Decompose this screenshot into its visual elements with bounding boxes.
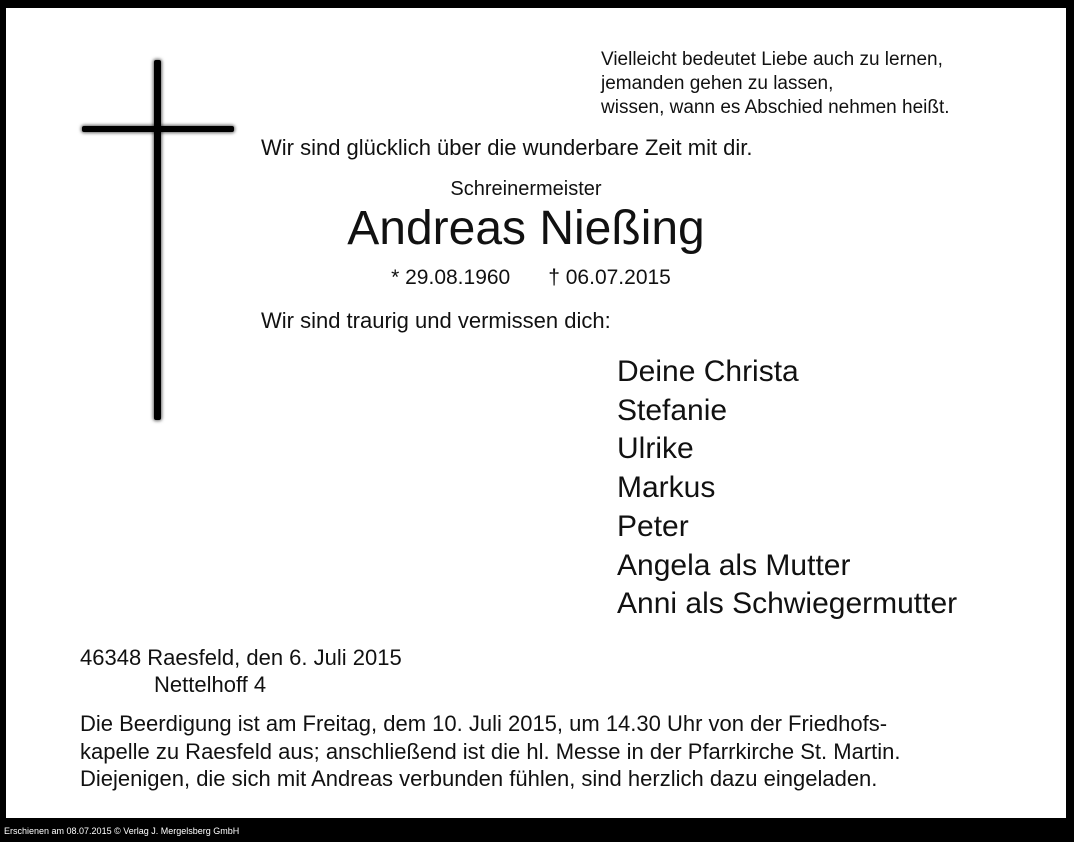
funeral-info: [80, 710, 968, 793]
mourner: Anni als Schwiegermutter: [617, 587, 958, 621]
funeral-line: Diejenigen, die sich mit Andreas verbunden fühlen, sind herzlich dazu eingeladen.: [80, 766, 878, 791]
mourner: Markus: [617, 471, 716, 505]
mourner: Stefanie: [617, 393, 728, 427]
occupation: Schreinermeister: [450, 178, 602, 200]
intro-happy: Wir sind glücklich über die wunderbare Zeit mit dir.: [261, 135, 753, 160]
life-dates: [6, 266, 1056, 290]
address-place-date: 46348 Raesfeld, den 6. Juli 2015: [80, 645, 402, 670]
poem: [601, 48, 950, 120]
obituary-card: [6, 8, 1066, 818]
address-street: Nettelhoff 4: [154, 672, 267, 697]
poem-line: jemanden gehen zu lassen,: [601, 73, 834, 94]
birth-date: * 29.08.1960: [391, 266, 511, 289]
death-date: † 06.07.2015: [548, 266, 671, 289]
funeral-line: kapelle zu Raesfeld aus; anschließend ist die hl. Messe in der Pfarrkirche St. Martin.: [80, 738, 901, 764]
mourner: Angela als Mutter: [617, 548, 851, 582]
funeral-line: Die Beerdigung ist am Freitag, dem 10. Juli 2015, um 14.30 Uhr von der Friedhofs-: [80, 711, 888, 736]
deceased-name: Andreas Nießing: [347, 202, 705, 255]
mourners-list: [617, 353, 957, 624]
intro-sad: Wir sind traurig und vermissen dich:: [261, 308, 611, 333]
poem-line: Vielleicht bedeutet Liebe auch zu lernen,: [601, 49, 943, 70]
poem-line: wissen, wann es Abschied nehmen heißt.: [601, 97, 950, 118]
mourner: Deine Christa: [617, 355, 799, 388]
address: [80, 644, 402, 698]
mourner: Ulrike: [617, 432, 694, 466]
publication-footer: Erschienen am 08.07.2015 © Verlag J. Mergelsberg GmbH: [4, 826, 240, 836]
mourner: Peter: [617, 509, 689, 543]
cross-horizontal-bar: [82, 126, 234, 132]
